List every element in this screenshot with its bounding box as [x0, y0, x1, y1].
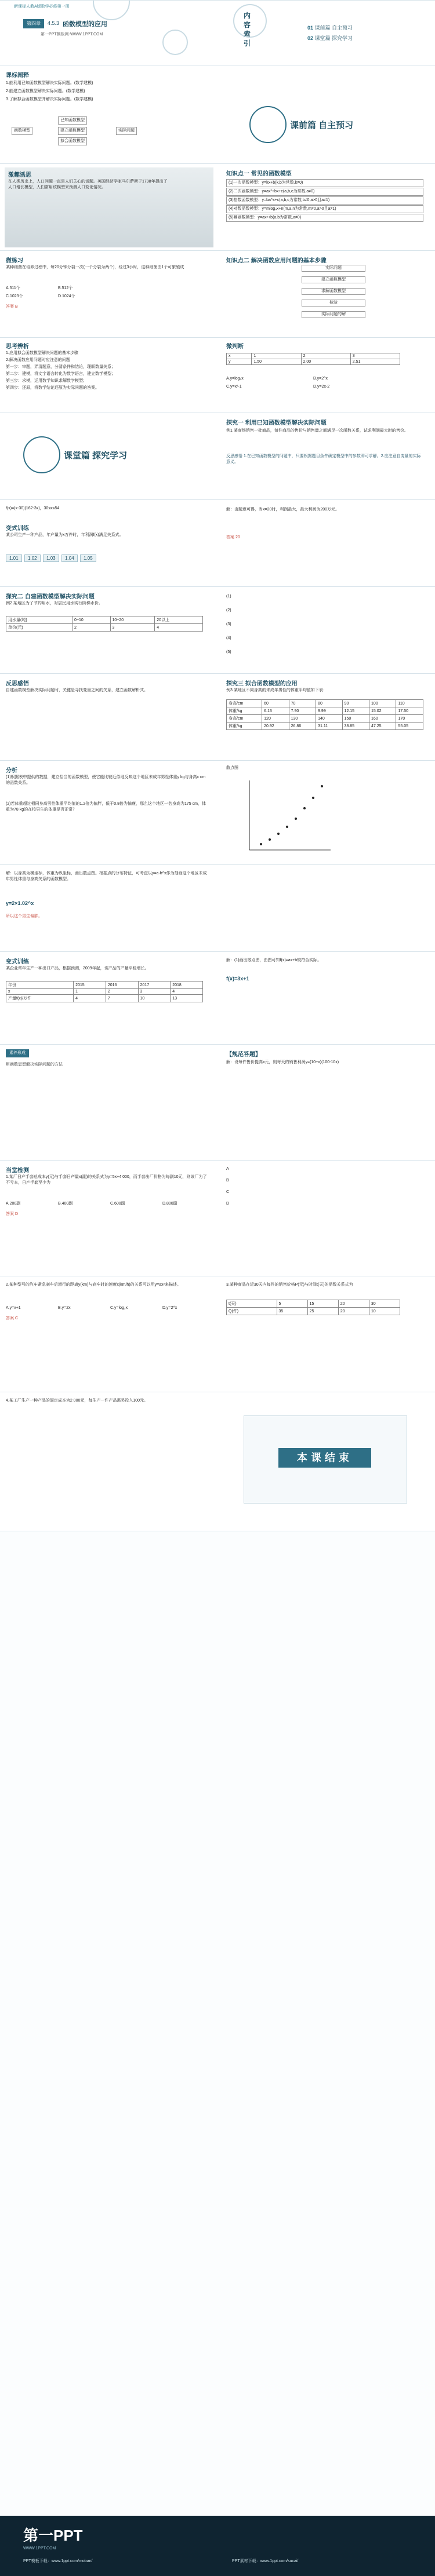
- table-row: [227, 1308, 400, 1315]
- example10-slide: [0, 1276, 435, 1392]
- example8-text: 用函数思想解决实际问题的方法: [6, 1063, 63, 1067]
- toc-label: 课堂篇 探究学习: [314, 35, 353, 41]
- footer-left-link[interactable]: PPT模板下载：www.1ppt.com/moban/: [23, 2559, 93, 2563]
- table-cell: 6.13: [262, 707, 289, 715]
- table-cell: 0~10: [72, 616, 110, 624]
- practice1-choice: D.1024个: [58, 294, 75, 298]
- data-point: [295, 818, 297, 820]
- table-cell: 2.51: [350, 359, 400, 365]
- section1-circle: [249, 106, 287, 143]
- intro-heading: 激趣诱思: [8, 172, 31, 178]
- table-cell: 25: [307, 1308, 338, 1315]
- toc-num: 01: [307, 25, 314, 31]
- example9-choice: D.800副: [162, 1202, 177, 1206]
- right-option: C: [226, 1190, 230, 1194]
- thinking-point: 第一步：审题，弄清题意，分清条件和结论，理顺数量关系；: [6, 365, 115, 369]
- intro-text: 在人类历史上，人口问题一直是人们关心的话题。英国经济学家马尔萨斯于1798年提出了人口增长模型，人们常用该模型来预测人口变化情况。: [8, 180, 168, 189]
- example3-text: 例2 某地区为了节约用水，对居民用水实行阶梯水价。: [6, 601, 103, 605]
- right-option: B: [226, 1178, 229, 1183]
- scatter-chart: [244, 775, 336, 856]
- model-table: [226, 179, 423, 222]
- example8-right-text: 解：设每件售价提高x元，则每天的销售利润y=(10+x)(100-10x): [226, 1060, 339, 1064]
- thinking-choice: A.y=log₂x: [226, 377, 244, 381]
- table-cell: 140: [316, 715, 342, 723]
- example4-right-heading: 探究三 拟合函数模型的应用: [226, 681, 298, 687]
- example2-slide: [0, 499, 435, 587]
- lesson-title: 函数模型的应用: [63, 21, 107, 28]
- toc-item-1[interactable]: [307, 24, 353, 31]
- right-item: (2): [226, 608, 231, 612]
- thinking-point: 第四步：还原，将数学结论还原为实际问题的答案。: [6, 386, 99, 390]
- table-cell: 1.50: [252, 359, 301, 365]
- example6-answer: 所以这个男生偏胖。: [6, 914, 42, 918]
- table-cell: 17.50: [396, 707, 423, 715]
- practice1-heading: 微练习: [6, 258, 23, 264]
- table-cell: 10: [138, 995, 171, 1002]
- example7-text: 某企业常年生产一种出口产品，根据预测，2009年起，该产品的产量平稳增长。: [6, 966, 149, 970]
- right-item: (1): [226, 594, 231, 599]
- table-cell: 13: [171, 995, 203, 1002]
- thinking-table-heading: 微判断: [226, 344, 244, 350]
- objectives-slide: [0, 65, 435, 164]
- table-cell: 12.15: [342, 707, 369, 715]
- table-cell: 2: [72, 624, 110, 632]
- objective-point: 2.能建立函数模型解决实际问题。(数学建模): [6, 89, 85, 93]
- toc-vertical-title: 内容索引: [244, 12, 251, 48]
- practice1-answer: 答案 B: [6, 305, 18, 309]
- table-row: [227, 707, 423, 715]
- cover-top-label: 新课标人教A版数学必修第一册: [14, 5, 70, 9]
- knowledge-heading: 知识点一 常见的函数模型: [226, 171, 292, 177]
- intro-slide: [0, 163, 435, 251]
- table-cell: 单价(元): [6, 624, 72, 632]
- table-cell: 26.86: [289, 723, 316, 730]
- example4-heading: 反思感悟: [6, 681, 29, 687]
- example11-slide: [0, 1392, 435, 1531]
- table-cell: 15.02: [369, 707, 396, 715]
- thinking-point: 2.解决函数应用问题时应注意的问题: [6, 358, 70, 362]
- section2-title: 课堂篇 探究学习: [64, 451, 128, 461]
- example7-right-formula: f(x)=3x+1: [226, 976, 249, 981]
- example2-text: 某公司生产一种产品，年产量为x万件时，年利润f(x)满足关系式。: [6, 533, 124, 537]
- flow-step: 检验: [302, 300, 365, 307]
- practice1-slide: [0, 250, 435, 338]
- table-row: [227, 359, 400, 365]
- footer-site: WWW.1PPT.COM: [23, 2546, 56, 2551]
- table-cell: 110: [396, 700, 423, 707]
- map-node: 函数模型: [12, 127, 32, 135]
- example10-answer: 答案 C: [6, 1316, 18, 1320]
- table-cell: 3: [350, 353, 400, 359]
- example10-table: [226, 1300, 400, 1315]
- example10-choice: C.y=log₂x: [110, 1306, 128, 1310]
- thinking-choice: D.y=2x-2: [313, 385, 330, 389]
- flow-step: 实际问题的解: [302, 311, 365, 318]
- right-item: (3): [226, 622, 231, 626]
- data-point: [277, 833, 280, 835]
- example8-banner: 素养形成: [6, 1049, 29, 1057]
- table-row: [6, 624, 203, 632]
- table-cell: 30: [369, 1300, 400, 1308]
- right-option: D: [226, 1202, 230, 1206]
- table-cell: 10~20: [110, 616, 155, 624]
- data-point: [312, 797, 314, 799]
- example7-table: [6, 981, 203, 1002]
- toc-item-2[interactable]: [307, 34, 353, 42]
- example9-right: [226, 1166, 423, 1207]
- practice1-choice: A.511个: [6, 286, 20, 290]
- table-cell: 产量f(x)/万件: [6, 995, 74, 1002]
- table-cell: 55.05: [396, 723, 423, 730]
- example7-right-text: 解：(1)画出散点图，由图可知f(x)=ax+b较符合实际。: [226, 958, 322, 962]
- table-cell: 2018: [171, 981, 203, 989]
- lesson-number: 4.5.3: [48, 20, 60, 26]
- table-cell: 年份: [6, 981, 74, 989]
- table-cell: 2: [106, 989, 138, 995]
- table-cell: 20以上: [155, 616, 203, 624]
- model-row: (4)对数函数模型：y=mlogₐx+n(m,a,n为常数,m≠0,a>0且a≠1): [226, 205, 423, 213]
- example6-text: 解：以身高为横坐标，体重为纵坐标，画出散点图。根据点的分布特征，可考虑以y=a·b^x作为刻画这个地区未成年男性体重与身高关系的函数模型。: [6, 871, 207, 881]
- map-node: 建立函数模型: [58, 127, 87, 135]
- example9-choice: C.600副: [110, 1202, 125, 1206]
- explore1-text: 例1 某商场销售一批商品，每件商品的售价与销售量之间满足一次函数关系，试求利润最大时的售价。: [226, 429, 408, 433]
- example5-heading: 分析: [6, 768, 17, 774]
- cover-deco-circle: [162, 30, 188, 55]
- example3-table: [6, 616, 203, 632]
- table-cell: 70: [289, 700, 316, 707]
- height-weight-table: [226, 699, 423, 730]
- objective-point: 3.了解拟合函数模型并解决实际问题。(数学建模): [6, 97, 93, 101]
- model-row: (1)一次函数模型：y=kx+b(k,b为常数,k≠0): [226, 179, 423, 187]
- example4-slide: [0, 673, 435, 761]
- table-cell: x: [227, 353, 252, 359]
- example9-text: 1.某厂日产手套总成本y(元)与手套日产量x(副)的关系式为y=5x+4 000，而手套出厂价格为每副10元，则该厂为了不亏本，日产手套至少为: [6, 1175, 207, 1185]
- example9-choice: B.400副: [58, 1202, 73, 1206]
- table-cell: 20.92: [262, 723, 289, 730]
- table-cell: 4: [171, 989, 203, 995]
- table-cell: 3: [138, 989, 171, 995]
- table-cell: 35: [277, 1308, 307, 1315]
- data-point: [286, 826, 288, 828]
- data-point: [303, 807, 306, 809]
- table-cell: 9.99: [316, 707, 342, 715]
- right-item: (4): [226, 636, 231, 640]
- objectives-heading: 课标阐释: [6, 72, 29, 79]
- table-cell: 7: [106, 995, 138, 1002]
- practice1-choice: C.1023个: [6, 294, 23, 298]
- footer-right-link[interactable]: PPT素材下载：www.1ppt.com/sucai/: [232, 2559, 299, 2563]
- thinking-point: 1.应用拟合函数模型解决问题的基本步骤: [6, 351, 78, 355]
- formula-text: f(x)=(x-30)(162-3x)，30≤x≤54: [6, 506, 60, 510]
- example9-heading: 当堂检测: [6, 1167, 29, 1174]
- table-row: [227, 715, 423, 723]
- table-cell: 身高/cm: [227, 715, 262, 723]
- table-cell: 130: [289, 715, 316, 723]
- objective-point: 1.能利用已知函数模型解决实际问题。(数学建模): [6, 81, 93, 85]
- table-row: [227, 1300, 400, 1308]
- example9-answer: 答案 D: [6, 1212, 18, 1216]
- thinking-point: 第三步：求模，运用数学知识求解数学模型；: [6, 379, 87, 383]
- table-cell: 3: [110, 624, 155, 632]
- table-cell: 2016: [106, 981, 138, 989]
- thinking-choice: C.y=x²-1: [226, 385, 242, 389]
- table-cell: 47.25: [369, 723, 396, 730]
- toc-label: 课前篇 自主预习: [314, 25, 353, 31]
- data-point: [321, 785, 323, 787]
- table-cell: 1: [74, 989, 106, 995]
- section1-title: 课前篇 自主预习: [290, 121, 354, 130]
- example4-text: 自建函数模型解决实际问题时，关键是寻找变量之间的关系，建立函数解析式。: [6, 688, 148, 692]
- section2-slide: [0, 413, 435, 500]
- example5-slide: [0, 760, 435, 865]
- table-row: [227, 353, 400, 359]
- table-cell: 2: [301, 353, 350, 359]
- practice1-choice: B.512个: [58, 286, 73, 290]
- practice1-text: 某种细菌在培养过程中，每20分钟分裂一次(一个分裂为两个)，经过3小时，这种细菌由1个可繁殖成: [6, 265, 184, 269]
- example2-answer: 答案 20: [226, 535, 240, 539]
- cover-deco-circle: [93, 0, 130, 20]
- concept-map: [12, 114, 203, 149]
- table-row: [227, 700, 423, 707]
- table-cell: 20: [338, 1300, 369, 1308]
- number-chip: 1.01: [6, 554, 22, 562]
- example11-text: 4.某工厂生产一种产品的固定成本为2 000元，每生产一件产品需另投入100元。: [6, 1399, 148, 1403]
- table-cell: 4: [74, 995, 106, 1002]
- thinking-heading: 思考辨析: [6, 344, 29, 350]
- toc-num: 02: [307, 35, 314, 41]
- flow-step: 求解函数模型: [302, 288, 365, 295]
- flow-diagram: [302, 265, 365, 318]
- example5-text2: (2)若体重超过相同身高男性体重平均值的1.2倍为偏胖，低于0.8倍为偏瘦，那么这个地区一名身高为175 cm，体重为78 kg的在校男生的体重是否正常？: [6, 802, 206, 812]
- chart-title: 散点图: [226, 766, 238, 770]
- table-cell: 2.00: [301, 359, 350, 365]
- example6-slide: [0, 864, 435, 952]
- cover-slide: [0, 0, 435, 65]
- example10-text: 2.某种型号的汽车紧急刹车后滑行的距离y(km)与刹车时的速度x(km/h)的关系可以用y=ax²来描述。: [6, 1283, 181, 1287]
- flow-step: 实际问题: [302, 265, 365, 272]
- table-cell: 用水量(吨): [6, 616, 72, 624]
- thinking-choice: B.y=2^x: [313, 377, 328, 381]
- map-node: 实际问题: [116, 127, 137, 135]
- flow-heading: 知识点二 解决函数应用问题的基本步骤: [226, 258, 327, 264]
- example2-heading: 变式训练: [6, 526, 29, 532]
- model-row: (3)指数函数模型：y=ba^x+c(a,b,c为常数,b≠0,a>0且a≠1): [226, 196, 423, 205]
- example8-right-heading: 【规范答题】: [226, 1052, 261, 1058]
- example10-choice: D.y=2^x: [162, 1306, 177, 1310]
- table-cell: 100: [369, 700, 396, 707]
- number-chip: 1.05: [80, 554, 96, 562]
- table-row: [227, 723, 423, 730]
- table-cell: x: [6, 989, 74, 995]
- example6-formula: y=2×1.02^x: [6, 900, 34, 906]
- table-cell: 31.11: [316, 723, 342, 730]
- model-row: (5)幂函数模型：y=axⁿ+b(a,b为常数,a≠0): [226, 214, 423, 222]
- table-cell: 120: [262, 715, 289, 723]
- map-node: 拟合函数模型: [58, 137, 87, 145]
- number-chip: 1.03: [43, 554, 59, 562]
- table-cell: 体重/kg: [227, 723, 262, 730]
- example9-slide: [0, 1160, 435, 1276]
- table-cell: 10: [369, 1308, 400, 1315]
- explore1-heading: 探究一 利用已知函数模型解决实际问题: [226, 420, 327, 426]
- table-row: [6, 616, 203, 624]
- example3-heading: 探究二 自建函数模型解决实际问题: [6, 594, 95, 600]
- thinking-table: [226, 353, 400, 365]
- table-cell: 身高/cm: [227, 700, 262, 707]
- table-cell: 15: [307, 1300, 338, 1308]
- table-cell: 7.90: [289, 707, 316, 715]
- flow-step: 建立函数模型: [302, 276, 365, 283]
- table-cell: 5: [277, 1300, 307, 1308]
- thinking-slide: [0, 337, 435, 413]
- table-cell: 170: [396, 715, 423, 723]
- table-cell: 2017: [138, 981, 171, 989]
- example7-slide: [0, 951, 435, 1045]
- table-cell: 90: [342, 700, 369, 707]
- data-point: [260, 843, 262, 845]
- table-cell: 4: [155, 624, 203, 632]
- table-cell: Q(件): [227, 1308, 277, 1315]
- table-cell: 80: [316, 700, 342, 707]
- number-chip: 1.02: [24, 554, 41, 562]
- footer: [0, 2516, 435, 2576]
- table-cell: 38.85: [342, 723, 369, 730]
- right-option: A: [226, 1167, 229, 1171]
- table-cell: 体重/kg: [227, 707, 262, 715]
- example10-right-text: 3.某种商品在近30天内每件的销售价格P(元)与时间t(天)的函数关系式为: [226, 1283, 353, 1287]
- chapter-badge: 第四章: [23, 19, 44, 28]
- table-cell: 160: [369, 715, 396, 723]
- example2-right-text: 解：由题意可得，当x=20时，利润最大，最大利润为200万元。: [226, 508, 340, 512]
- number-chip: 1.04: [61, 554, 78, 562]
- model-row: (2)二次函数模型：y=ax²+bx+c(a,b,c为常数,a≠0): [226, 188, 423, 196]
- table-cell: 1: [252, 353, 301, 359]
- example3-right: [226, 594, 423, 655]
- example3-slide: [0, 586, 435, 674]
- thinking-point: 第二步：建模，将文字语言转化为数学语言，建立数学模型；: [6, 372, 115, 376]
- example2-numbers: [6, 552, 96, 563]
- end-title: 本课结束: [278, 1448, 371, 1468]
- example8-slide: [0, 1044, 435, 1161]
- example7-heading: 变式训练: [6, 959, 29, 965]
- table-row: [6, 989, 203, 995]
- table-cell: 150: [342, 715, 369, 723]
- table-cell: 20: [338, 1308, 369, 1315]
- table-row: [6, 995, 203, 1002]
- table-cell: 60: [262, 700, 289, 707]
- example10-choice: B.y=2x: [58, 1306, 71, 1310]
- explore1-reflection: 反思感悟 1.在已知函数模型的问题中，只要根据题目条件确定模型中的参数即可求解。2.应注意自变量的实际意义。: [226, 454, 421, 464]
- data-point: [269, 838, 271, 841]
- footer-logo: 第一PPT: [23, 2527, 83, 2544]
- right-item: (5): [226, 650, 231, 654]
- table-cell: 2015: [74, 981, 106, 989]
- table-cell: y: [227, 359, 252, 365]
- example5-text: (1)根据表中提供的数据，建立恰当的函数模型，使它能比较近似地反映这个地区未成年男性体重y kg与身高x cm的函数关系。: [6, 775, 206, 785]
- cover-site: 第一PPT模板网-WWW.1PPT.COM: [41, 32, 103, 37]
- table-row: [6, 981, 203, 989]
- example4-right-text: 例3 某地区不同身高的未成年男性的体重平均值如下表：: [226, 688, 327, 692]
- section2-circle: [23, 436, 60, 473]
- example10-choice: A.y=x+1: [6, 1306, 21, 1310]
- toc-deco-circle: [233, 4, 267, 38]
- continuation-area: [0, 1531, 435, 2516]
- example9-choice: A.200副: [6, 1202, 21, 1206]
- map-node: 已知函数模型: [58, 116, 87, 125]
- table-cell: t(天): [227, 1300, 277, 1308]
